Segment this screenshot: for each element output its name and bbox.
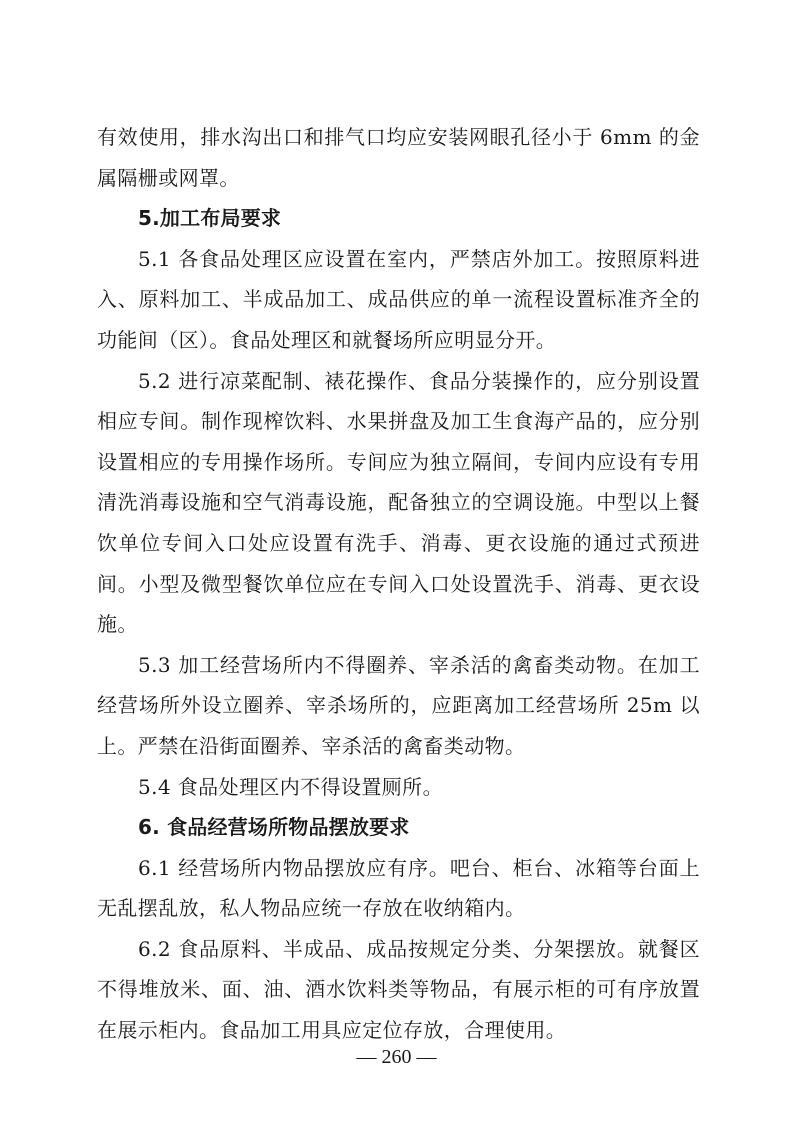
paragraph-5-3: 5.3 加工经营场所内不得圈养、宰杀活的禽畜类动物。在加工经营场所外设立圈养、宰杀场所的，应距离加工经营场所 25m 以上。严禁在沿街面圈养、宰杀活的禽畜类动物。 [97,652,700,758]
section-heading-5: 5.加工布局要求 [138,206,282,231]
paragraph-continuation: 有效使用，排水沟出口和排气口均应安装网眼孔径小于 6mm 的金属隔栅或网罩。 [97,125,700,190]
paragraph-5-2: 5.2 进行凉菜配制、裱花操作、食品分装操作的，应分别设置相应专间。制作现榨饮料、水果拼盘及加工生食海产品的，应分别设置相应的专用操作场所。专间应为独立隔间，专间内应设有专用清洗消毒设施和空气消毒设施，配备独立的空调设施。中型以上餐饮单位专间入口处应设置有洗手、消毒、更衣设施的通过式预进间。小型及微型餐饮单位应在专间入口处设置洗手、消毒、更衣设施。 [97,368,700,637]
page-number: — 260 — [356,1046,437,1068]
paragraph-6-2: 6.2 食品原料、半成品、成品按规定分类、分架摆放。就餐区不得堆放米、面、油、酒水饮料类等物品，有展示柜的可有序放置在展示柜内。食品加工用具应定位存放，合理使用。 [97,936,700,1043]
paragraph-6-1: 6.1 经营场所内物品摆放应有序。吧台、柜台、冰箱等台面上无乱摆乱放，私人物品应统一存放在收纳箱内。 [97,855,700,921]
document-body [97,117,700,1051]
section-heading-6: 6. 食品经营场所物品摆放要求 [138,815,410,840]
paragraph-5-1: 5.1 各食品处理区应设置在室内，严禁店外加工。按照原料进入、原料加工、半成品加工、成品供应的单一流程设置标准齐全的功能间（区）。食品处理区和就餐场所应明显分开。 [97,246,700,352]
paragraph-5-4: 5.4 食品处理区内不得设置厕所。 [138,774,443,799]
